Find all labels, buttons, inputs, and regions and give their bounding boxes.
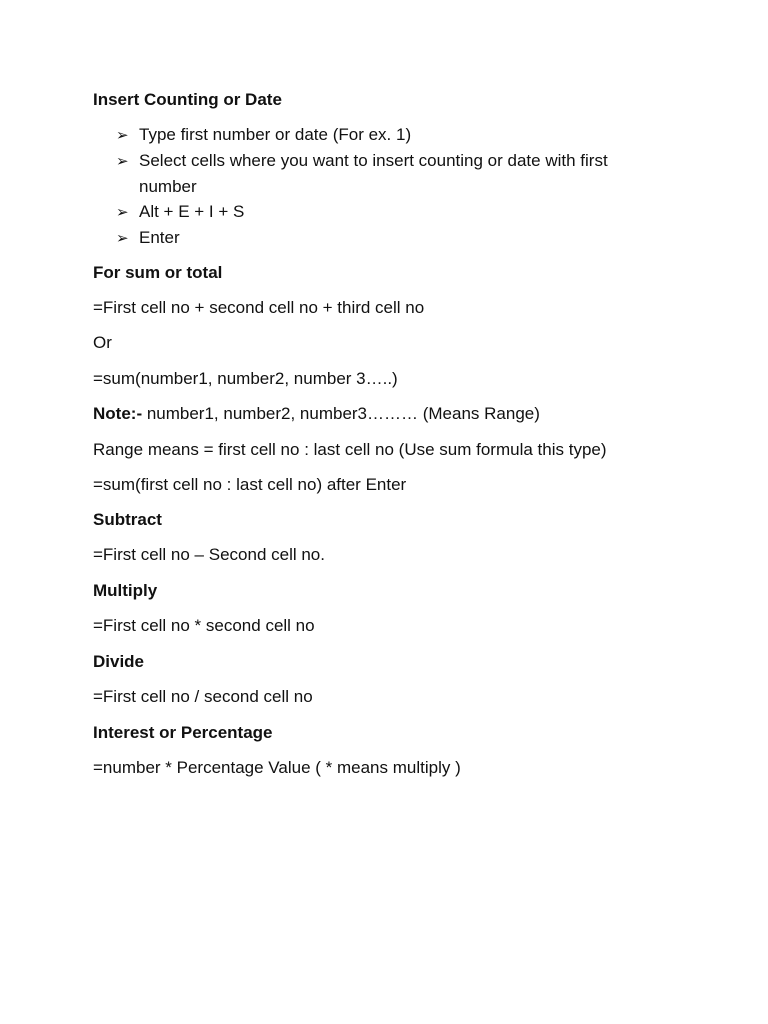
bullet-text: Alt + E + I + S xyxy=(139,202,245,221)
bullet-text: Type first number or date (For ex. 1) xyxy=(139,125,412,144)
subtract-formula: =First cell no – Second cell no. xyxy=(93,545,325,564)
arrow-bullet-icon: ➢ xyxy=(116,204,129,221)
note-label: Note:- xyxy=(93,404,143,423)
arrow-bullet-icon: ➢ xyxy=(116,127,129,144)
heading-interest-percentage: Interest or Percentage xyxy=(93,723,273,742)
arrow-bullet-icon: ➢ xyxy=(116,153,129,170)
heading-sum-total: For sum or total xyxy=(93,263,223,282)
sum-formula-2: =sum(number1, number2, number 3…..) xyxy=(93,369,398,388)
heading-multiply: Multiply xyxy=(93,581,158,600)
multiply-formula: =First cell no * second cell no xyxy=(93,616,315,635)
interest-formula: =number * Percentage Value ( * means multiply ) xyxy=(93,758,461,777)
note-line xyxy=(93,403,540,425)
bullet-text: Select cells where you want to insert counting or date with first xyxy=(139,151,608,170)
bullet-item xyxy=(116,201,244,224)
bullet-text: Enter xyxy=(139,228,180,247)
note-text: number1, number2, number3……… (Means Range) xyxy=(142,404,540,423)
sum-formula-3: =sum(first cell no : last cell no) after Enter xyxy=(93,475,407,494)
heading-divide: Divide xyxy=(93,652,145,671)
heading-subtract: Subtract xyxy=(93,510,162,529)
bullet-item xyxy=(116,227,180,250)
or-text: Or xyxy=(93,333,112,352)
heading-insert-counting: Insert Counting or Date xyxy=(93,90,282,109)
range-text: Range means = first cell no : last cell no (Use sum formula this type) xyxy=(93,440,607,459)
sum-formula-1: =First cell no + second cell no + third cell no xyxy=(93,298,425,317)
bullet-item xyxy=(116,150,608,173)
arrow-bullet-icon: ➢ xyxy=(116,230,129,247)
bullet-item xyxy=(116,124,411,147)
bullet-continuation: number xyxy=(139,177,197,196)
divide-formula: =First cell no / second cell no xyxy=(93,687,313,706)
